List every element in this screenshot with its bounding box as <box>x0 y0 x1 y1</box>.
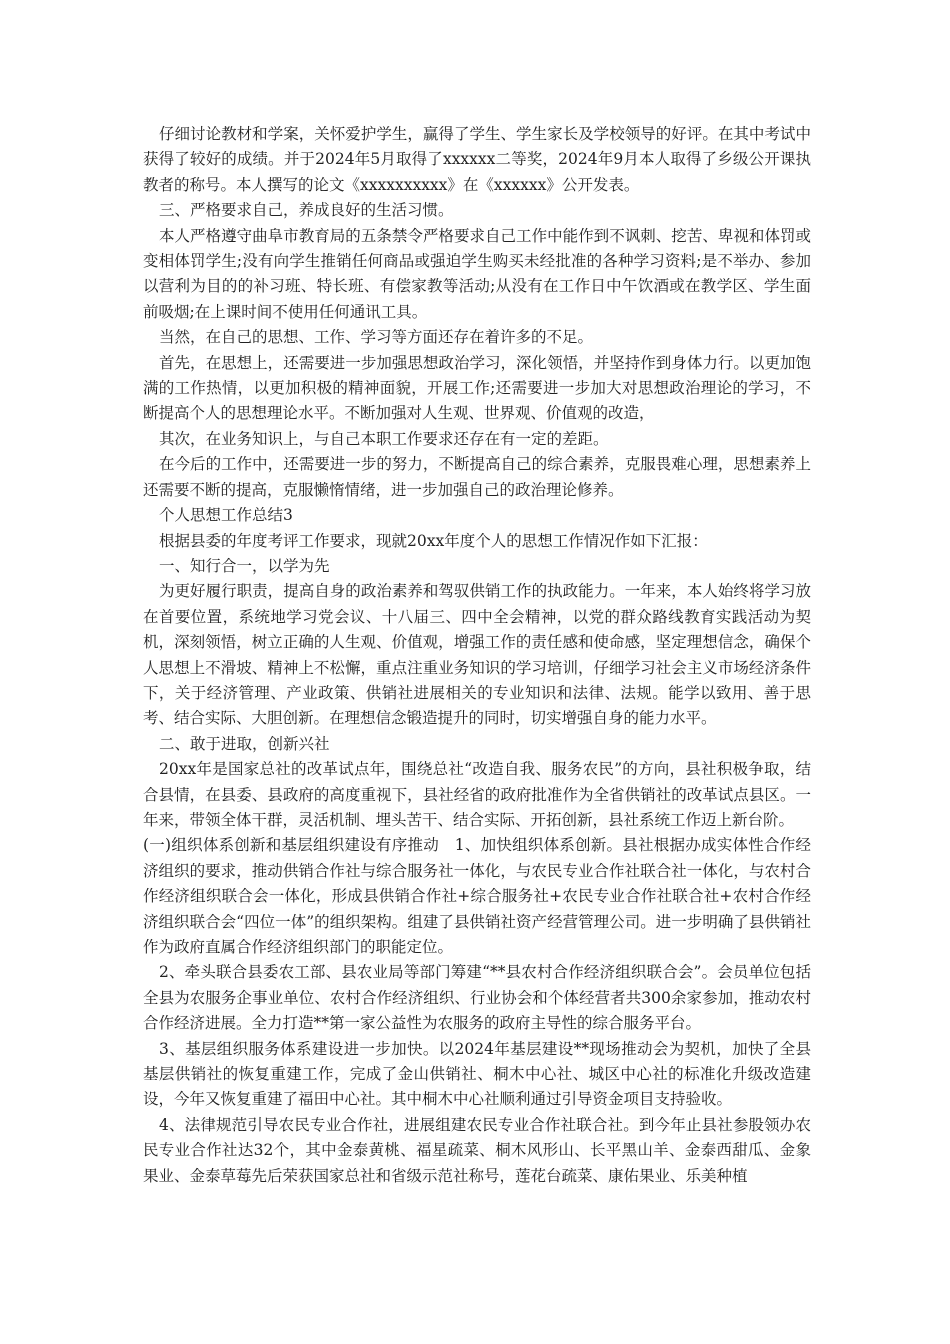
paragraph: 本人严格遵守曲阜市教育局的五条禁令严格要求自己工作中能作到不讽刺、挖苦、卑视和体罚或变相体罚学生;没有向学生推销任何商品或强迫学生购买未经批准的各种学习资料;是不举办、参加以营利为目的的补习班、特长班、有偿家教等活动;从没有在工作日中午饮酒或在教学区、学生面前吸烟;在上课时间不使用任何通讯工具。 <box>143 226 811 321</box>
paragraph: 仔细讨论教材和学案，关怀爱护学生，赢得了学生、学生家长及学校领导的好评。在其中考试中获得了较好的成绩。并于2024年5月取得了xxxxxx二等奖，2024年9月本人取得了乡级公开课执教者的称号。本人撰写的论文《xxxxxxxxxx》在《xxxxxx》公开发表。 <box>143 125 811 194</box>
section-heading: 二、敢于进取，创新兴社 <box>159 734 330 753</box>
paragraph: 为更好履行职责，提高自身的政治素养和驾驭供销工作的执政能力。一年来，本人始终将学习放在首要位置，系统地学习党会议、十八届三、四中全会精神，以党的群众路线教育实践活动为契机，深刻领悟，树立正确的人生观、价值观，增强工作的责任感和使命感，坚定理想信念，确保个人思想上不滑坡、精神上不松懈，重点注重业务知识的学习培训，仔细学习社会主义市场经济条件下，关于经济管理、产业政策、供销社进展相关的专业知识和法律、法规。能学以致用、善于思考、结合实际、大胆创新。在理想信念锻造提升的同时，切实增强自身的能力水平。 <box>143 582 811 728</box>
paragraph: 4、法律规范引导农民专业合作社，进展组建农民专业合作社联合社。到今年止县社参股领办农民专业合作社达32个，其中金泰黄桃、福星疏菜、桐木风形山、长平黑山羊、金泰西甜瓜、金象果业、金泰草莓先后荣获国家总社和省级示范社称号，莲花台疏菜、康佑果业、乐美种植 <box>143 1115 811 1185</box>
paragraph: 3、基层组织服务体系建设进一步加快。以2024年基层建设**现场推动会为契机，加快了全县基层供销社的恢复重建工作，完成了金山供销社、桐木中心社、城区中心社的标准化升级改造建设，今年又恢复重建了福田中心社。其中桐木中心社顺利通过引导资金项目支持验收。 <box>143 1039 811 1109</box>
paragraph: 其次，在业务知识上，与自己本职工作要求还存在有一定的差距。 <box>159 429 609 448</box>
paragraph: 根据县委的年度考评工作要求，现就20xx年度个人的思想工作情况作如下汇报： <box>159 531 708 550</box>
paragraph: 2、牵头联合县委农工部、县农业局等部门筹建“**县农村合作经济组织联合会”。会员单位包括全县为农服务企事业单位、农村合作经济组织、行业协会和个体经营者共300余家参加，推动农村合作经济进展。全力打造**第一家公益性为农服务的政府主导性的综合服务平台。 <box>143 963 811 1033</box>
paragraph: 当然，在自己的思想、工作、学习等方面还存在着许多的不足。 <box>159 328 594 347</box>
paragraph: 20xx年是国家总社的改革试点年，围绕总社“改造自我、服务农民”的方向，县社积极争取，结合县情，在县委、县政府的高度重视下，县社经省的政府批准作为全省供销社的改革试点县区。一年来，带领全体干群，灵活机制、埋头苦干、结合实际、开拓创新，县社系统工作迈上新台阶。 <box>143 760 811 829</box>
section-heading: 一、知行合一，以学为先 <box>159 556 330 575</box>
paragraph: (一)组织体系创新和基层组织建设有序推动 1、加快组织体系创新。县社根据办成实体性合作经济组织的要求，推动供销合作社与综合服务社一体化，与农民专业合作社联合社一体化，与农村合作经济组织联合会一体化，形成县供销合作社+综合服务社+农民专业合作社联合社+农村合作经济组织联合会“四位一体”的组织架构。组建了县供销社资产经营管理公司。进一步明确了县供销社作为政府直属合作经济组织部门的职能定位。 <box>143 836 811 956</box>
paragraph: 首先，在思想上，还需要进一步加强思想政治学习，深化领悟，并坚持作到身体力行。以更加饱满的工作热情，以更加积极的精神面貌，开展工作;还需要进一步加大对思想政治理论的学习，不断提高个人的思想理论水平。不断加强对人生观、世界观、价值观的改造， <box>143 353 811 423</box>
document-title: 个人思想工作总结3 <box>159 506 293 525</box>
document-page <box>143 122 811 1189</box>
section-heading: 三、严格要求自己，养成良好的生活习惯。 <box>159 201 454 220</box>
paragraph: 在今后的工作中，还需要进一步的努力，不断提高自己的综合素养，克服畏难心理，思想素养上还需要不断的提高，克服懒惰情绪，进一步加强自己的政治理论修养。 <box>143 455 811 499</box>
